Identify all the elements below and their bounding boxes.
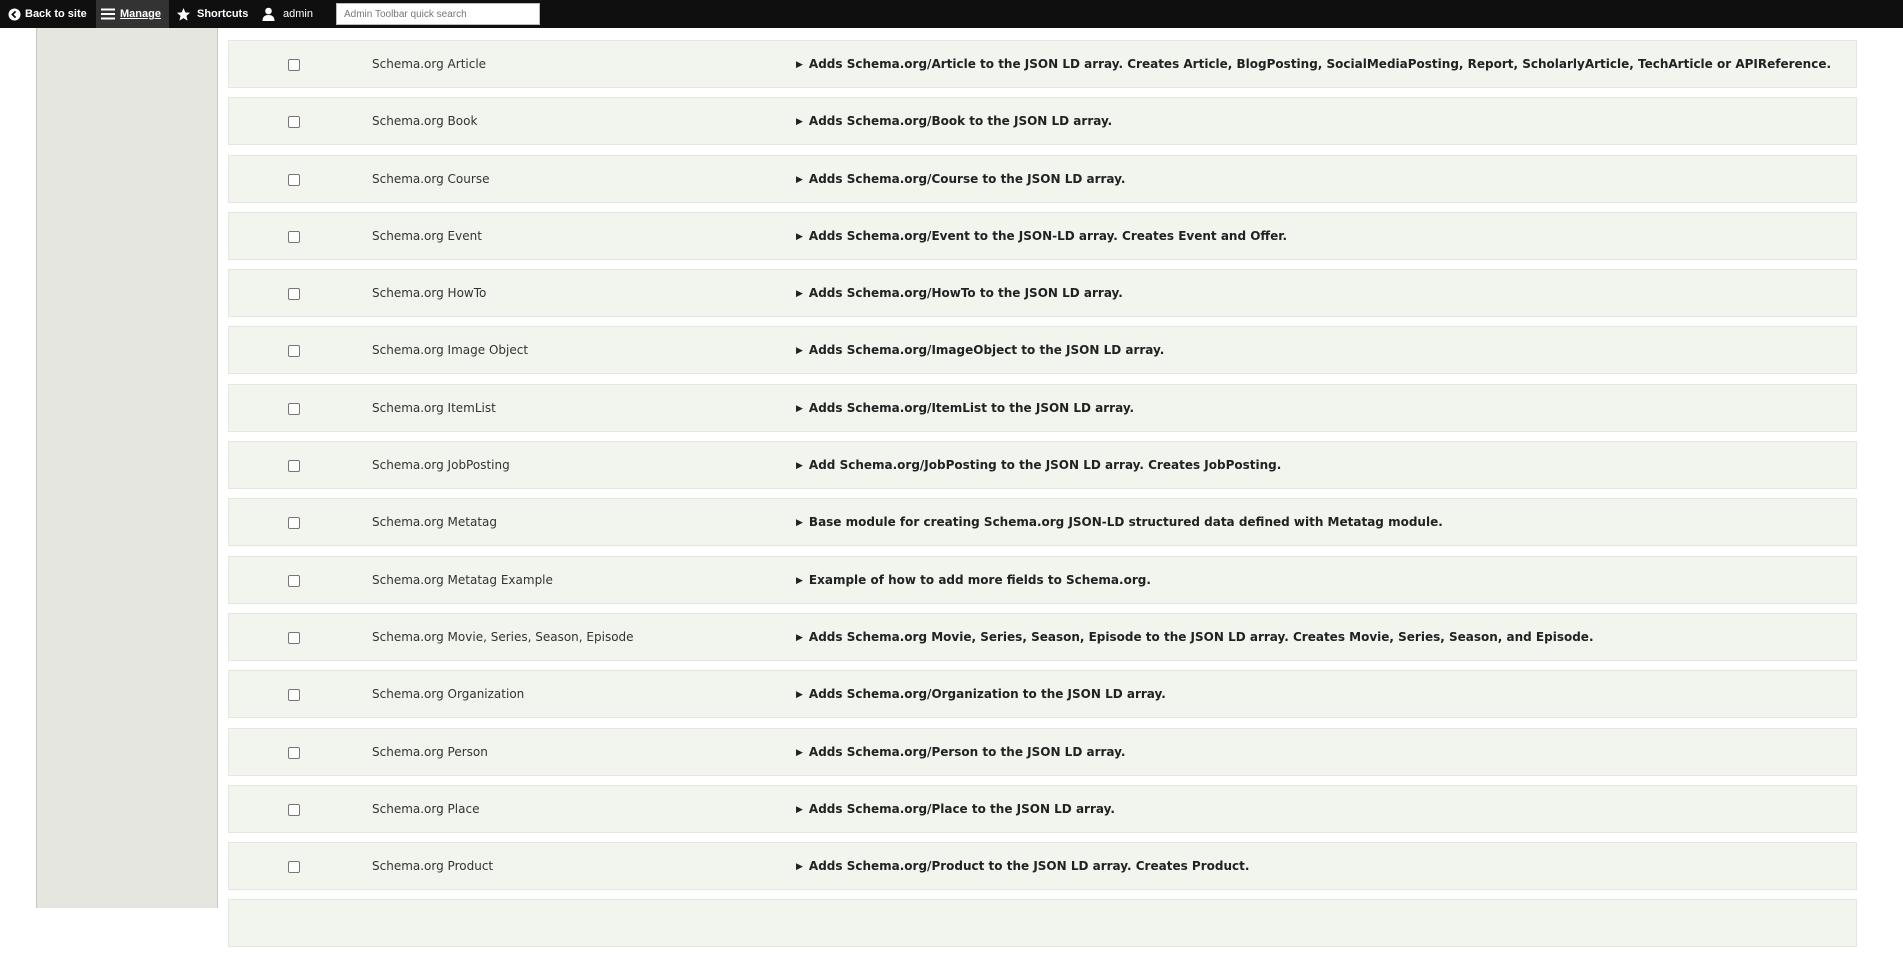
module-checkbox[interactable]: [288, 288, 300, 300]
user-icon: [262, 7, 275, 21]
module-description-toggle[interactable]: [796, 843, 1249, 889]
module-name: Schema.org Event: [372, 228, 482, 243]
module-description: Adds Schema.org/Event to the JSON-LD array. Creates Event and Offer.: [808, 228, 1288, 243]
module-row: [228, 670, 1857, 718]
expand-triangle-icon: ▶: [796, 804, 803, 815]
module-description-toggle[interactable]: [796, 327, 1164, 373]
module-description: Adds Schema.org/HowTo to the JSON LD array.: [808, 286, 1123, 301]
module-checkbox[interactable]: [288, 517, 300, 529]
module-name: Schema.org Article: [372, 57, 487, 71]
expand-triangle-icon: ▶: [796, 289, 803, 300]
module-description: Adds Schema.org/Place to the JSON LD array.: [808, 801, 1115, 816]
module-checkbox[interactable]: [288, 747, 300, 759]
expand-triangle-icon: ▶: [796, 518, 803, 529]
module-checkbox[interactable]: [288, 345, 300, 357]
module-description-toggle[interactable]: [796, 270, 1123, 316]
user-label: admin: [283, 8, 313, 20]
shortcuts-tab[interactable]: [176, 0, 248, 28]
module-description-toggle[interactable]: [796, 786, 1115, 832]
module-row: [228, 97, 1857, 145]
expand-triangle-icon: ▶: [796, 747, 803, 758]
expand-triangle-icon: ▶: [796, 117, 803, 128]
module-row: [228, 40, 1857, 88]
module-row: [228, 728, 1857, 776]
module-description: Adds Schema.org/Organization to the JSON LD array.: [808, 687, 1166, 702]
module-name: Schema.org Organization: [372, 687, 525, 702]
module-row: [228, 899, 1857, 947]
module-row: [228, 384, 1857, 432]
module-description-toggle[interactable]: [796, 156, 1125, 202]
module-checkbox[interactable]: [288, 575, 300, 587]
module-description-toggle[interactable]: [796, 442, 1281, 488]
module-row: [228, 441, 1857, 489]
module-description-toggle[interactable]: [796, 557, 1151, 603]
module-row: [228, 326, 1857, 374]
module-description: Adds Schema.org/ItemList to the JSON LD array.: [808, 400, 1135, 415]
module-description: Adds Schema.org/Person to the JSON LD array.: [808, 744, 1126, 759]
module-description: Example of how to add more fields to Schema.org.: [808, 572, 1151, 587]
module-name: Schema.org Book: [372, 114, 478, 129]
menu-icon: [101, 8, 115, 20]
module-row: [228, 498, 1857, 546]
manage-label: Manage: [120, 8, 161, 20]
module-checkbox[interactable]: [288, 460, 300, 472]
expand-triangle-icon: ▶: [796, 174, 803, 185]
module-description: Add Schema.org/JobPosting to the JSON LD array. Creates JobPosting.: [808, 458, 1282, 473]
shortcuts-label: Shortcuts: [197, 8, 249, 20]
module-row: [228, 155, 1857, 203]
module-name: Schema.org Product: [372, 859, 494, 874]
module-row: [228, 269, 1857, 317]
module-name: Schema.org HowTo: [372, 286, 487, 301]
module-checkbox[interactable]: [288, 174, 300, 186]
module-name: Schema.org Image Object: [372, 343, 529, 358]
module-name: Schema.org Movie, Series, Season, Episode: [372, 629, 634, 644]
module-name: Schema.org JobPosting: [372, 458, 510, 473]
module-description-toggle[interactable]: [796, 385, 1134, 431]
module-checkbox[interactable]: [288, 59, 300, 71]
module-description: Base module for creating Schema.org JSON-LD structured data defined with Metatag module.: [808, 515, 1443, 530]
module-description-toggle[interactable]: [796, 671, 1166, 717]
module-checkbox[interactable]: [288, 116, 300, 128]
back-to-site-link[interactable]: [8, 0, 87, 28]
back-to-site-label: Back to site: [25, 8, 87, 20]
module-description: Adds Schema.org/Book to the JSON LD array.: [808, 114, 1113, 129]
module-description-toggle[interactable]: [796, 499, 1443, 545]
module-row: [228, 785, 1857, 833]
manage-tab[interactable]: [96, 0, 169, 28]
module-name: Schema.org Metatag: [372, 515, 498, 530]
module-description: Adds Schema.org/ImageObject to the JSON LD array.: [808, 343, 1165, 358]
back-arrow-icon: [8, 8, 21, 21]
expand-triangle-icon: ▶: [796, 403, 803, 414]
expand-triangle-icon: ▶: [796, 461, 803, 472]
module-name: Schema.org Place: [372, 801, 480, 816]
user-tab[interactable]: [262, 0, 313, 28]
module-row: [228, 556, 1857, 604]
module-description: Adds Schema.org Movie, Series, Season, Episode to the JSON LD array. Creates Movie, Series, Season, and Episode.: [808, 629, 1594, 644]
module-description: Adds Schema.org/Product to the JSON LD array. Creates Product.: [808, 859, 1250, 874]
module-list: [228, 40, 1857, 957]
module-name: Schema.org Course: [372, 171, 490, 186]
module-checkbox[interactable]: [288, 231, 300, 243]
module-row: [228, 842, 1857, 890]
module-description-toggle[interactable]: [796, 213, 1287, 259]
module-name: Schema.org ItemList: [372, 400, 496, 415]
admin-toolbar: [0, 0, 1903, 28]
expand-triangle-icon: ▶: [796, 862, 803, 873]
expand-triangle-icon: ▶: [796, 60, 803, 70]
module-checkbox[interactable]: [288, 689, 300, 701]
module-description-toggle[interactable]: [796, 98, 1112, 144]
module-description-toggle[interactable]: [796, 729, 1125, 775]
module-checkbox[interactable]: [288, 861, 300, 873]
toolbar-search-input[interactable]: [336, 3, 540, 25]
expand-triangle-icon: ▶: [796, 231, 803, 242]
module-description: Adds Schema.org/Article to the JSON LD array. Creates Article, BlogPosting, SocialMediaPosting, Report, ScholarlyArticle, TechArticle or APIReference.: [808, 57, 1832, 71]
module-checkbox[interactable]: [288, 804, 300, 816]
module-name: Schema.org Metatag Example: [372, 572, 553, 587]
module-row: [228, 212, 1857, 260]
module-name: Schema.org Person: [372, 744, 488, 759]
expand-triangle-icon: ▶: [796, 575, 803, 586]
module-description-toggle[interactable]: [796, 614, 1594, 660]
module-description-toggle[interactable]: [796, 41, 1831, 87]
module-checkbox[interactable]: [288, 403, 300, 415]
expand-triangle-icon: ▶: [796, 690, 803, 701]
expand-triangle-icon: ▶: [796, 346, 803, 357]
expand-triangle-icon: ▶: [796, 632, 803, 643]
module-row: [228, 613, 1857, 661]
module-checkbox[interactable]: [288, 632, 300, 644]
sidebar-panel: [36, 28, 218, 908]
module-description: Adds Schema.org/Course to the JSON LD array.: [808, 171, 1126, 186]
star-icon: [176, 7, 191, 22]
